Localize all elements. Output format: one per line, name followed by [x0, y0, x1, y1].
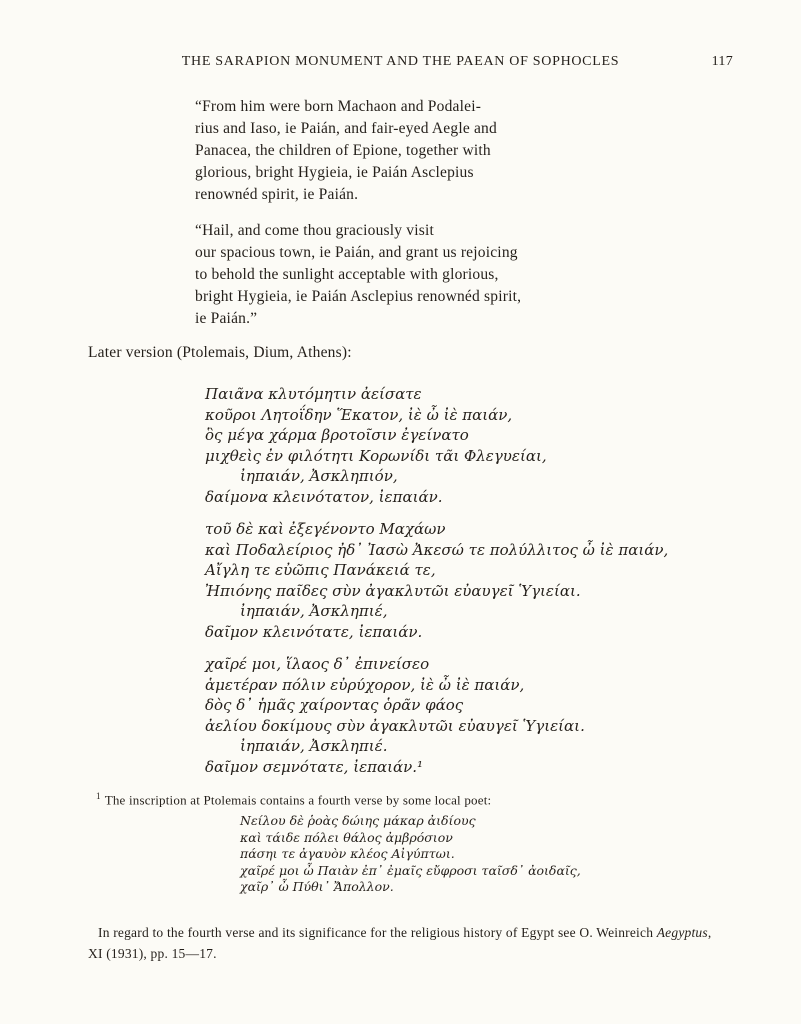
- footnote-text: [96, 791, 713, 808]
- verse-line: κοῦροι Λητοΐδην Ἕκατον, ἰὲ ὦ ἰὲ παιάν,: [205, 405, 513, 424]
- closing-text-start: In regard to the fourth verse and its significance for the religious history of Egypt see O. Weinreich: [98, 924, 657, 940]
- verse-line: Ἠπιόνης παῖδες σὺν ἀγακλυτῶι εὐαυγεῖ Ὑγιείαι.: [205, 581, 581, 600]
- english-translation: [195, 96, 713, 330]
- verse-line: ἁμετέραν πόλιν εὐρύχορον, ἰὲ ὦ ἰὲ παιάν,: [205, 675, 525, 694]
- greek-poem: [205, 384, 713, 777]
- verse-line: δὸς δ᾽ ἡμᾶς χαίροντας ὁρᾶν φάος: [205, 696, 464, 714]
- greek-stanza-2: [205, 519, 713, 642]
- verse-line: χαῖρέ μοι ὦ Παιὰν ἐπ᾽ ἐμαῖς εὔφροσι ταῖσδ᾽ ἀοιδαῖς,: [240, 862, 581, 878]
- footnote-body: The inscription at Ptolemais contains a fourth verse by some local poet:: [104, 792, 492, 808]
- verse-line: πάσηι τε ἀγαυὸν κλέος Αἰγύπτωι.: [240, 846, 455, 862]
- verse-line: δαῖμον σεμνότατε, ἰεπαιάν.¹: [205, 757, 424, 776]
- verse-line: καὶ Ποδαλείριος ἠδ᾽ Ἰασὼ Ἀκεσώ τε πολύλλιτος ὦ ἰὲ παιάν,: [205, 540, 669, 559]
- verse-line: renownéd spirit, ie Paián.: [195, 186, 359, 203]
- verse-line: glorious, bright Hygieia, ie Paián Asclepius: [195, 164, 474, 181]
- verse-line: to behold the sunlight acceptable with glorious,: [195, 266, 499, 283]
- verse-line: καὶ τάιδε πόλει θάλος ἀμβρόσιον: [240, 829, 453, 845]
- page-header: [88, 54, 733, 70]
- verse-line: ἀελίου δοκίμους σὺν ἀγακλυτῶι εὐαυγεῖ Ὑγιείαι.: [205, 716, 585, 735]
- greek-stanza-3: [205, 654, 713, 777]
- verse-line: our spacious town, ie Paián, and grant us rejoicing: [195, 244, 518, 261]
- verse-line: Νείλου δὲ ῥοὰς δώιης μάκαρ ἀιδίους: [240, 813, 476, 829]
- verse-line: bright Hygieia, ie Paián Asclepius renownéd spirit,: [195, 288, 522, 305]
- later-version-label: Later version (Ptolemais, Dium, Athens):: [88, 344, 352, 361]
- verse-line: χαῖρ᾽ ὦ Πύθι᾽ Ἄπολλον.: [240, 879, 394, 895]
- footnote: [88, 791, 713, 896]
- verse-line: ie Paián.”: [195, 310, 258, 327]
- verse-line: “Hail, and come thou graciously visit: [195, 222, 434, 239]
- verse-line: Παιᾶνα κλυτόμητιν ἀείσατε: [205, 385, 422, 403]
- verse-line: δαίμονα κλεινότατον, ἰεπαιάν.: [205, 487, 443, 506]
- footnote-marker: 1: [96, 791, 101, 801]
- closing-text-end: , XI (1931), pp. 15—17.: [88, 924, 712, 961]
- translation-stanza-2: [195, 220, 713, 330]
- footnote-greek-verse: [240, 813, 713, 896]
- verse-line: δαῖμον κλεινότατε, ἰεπαιάν.: [205, 622, 423, 641]
- verse-line: χαῖρέ μοι, ἵλαος δ᾽ ἐπινείσεο: [205, 655, 430, 673]
- verse-line: rius and Iaso, ie Paián, and fair-eyed Aegle and: [195, 120, 497, 137]
- greek-stanza-1: [205, 384, 713, 507]
- running-head-title: THE SARAPION MONUMENT AND THE PAEAN OF SOPHOCLES: [181, 54, 620, 69]
- translation-stanza-1: [195, 96, 713, 206]
- verse-line: ἰηπαιάν, Ἀσκληπιόν,: [240, 467, 398, 485]
- verse-line: μιχθεὶς ἐν φιλότητι Κορωνίδι τᾶι Φλεγυείαι,: [205, 446, 547, 465]
- verse-line: ὃς μέγα χάρμα βροτοῖσιν ἐγείνατο: [205, 426, 469, 444]
- closing-paragraph: [88, 922, 713, 964]
- verse-line: ἰηπαιάν, Ἀσκληπιέ,: [240, 602, 388, 620]
- verse-line: ἰηπαιάν, Ἀσκληπιέ.: [240, 737, 388, 755]
- verse-line: τοῦ δὲ καὶ ἐξεγένοντο Μαχάων: [205, 520, 446, 538]
- verse-line: Αἴγλη τε εὐῶπις Πανάκειά τε,: [205, 561, 436, 579]
- closing-journal-title: Aegyptus: [656, 924, 708, 940]
- page-number: 117: [711, 54, 733, 69]
- verse-line: Panacea, the children of Epione, together with: [195, 142, 491, 159]
- verse-line: “From him were born Machaon and Podalei-: [195, 98, 482, 115]
